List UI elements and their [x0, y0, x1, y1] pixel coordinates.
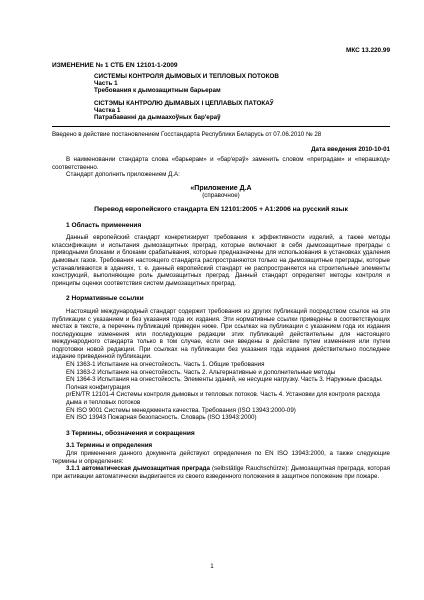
reference-item: EN 1363-2 Испытание на огнестойкость. Часть 2. Альтернативные и дополнительные методы: [66, 368, 336, 376]
translation-title: Перевод европейского стандарта EN 12101:2005 + A1:2006 на русский язык: [94, 205, 348, 213]
title-by-line: Частка 1: [94, 106, 121, 114]
appendix-title: «Приложение Д.А: [190, 184, 252, 192]
standard-titles: [94, 73, 394, 121]
subsection-heading: 3.1 Термины и определения: [66, 442, 153, 450]
definition-text: (selbstätige Rauchschürze): Дымозащитная преграда, которая при активации автоматически выдвигается из своего взведенного положения в защитное положение при пожаре.: [52, 465, 390, 480]
page-number: 1: [210, 563, 214, 570]
divider: [52, 126, 390, 127]
paragraph: Данный европейский стандарт конкретизирует требования к эффективности изделий, а также методы классификации и испытания дымозащитных преград, которые включают в себя дымозащитные преграды с приводными блоками и блоками срабатывания, которые предназначены для использования в установках удаления дымовых газов. Требования настоящего стандарта распространяются только на дымозащитные преграды, которые устанавливаются в зданиях, т. е. данный европейский стандарт не распространяется на строительные элементы конструкций, выполняющие роль дымозащитных преград. Данный стандарт определяет методы контроля и принципы оценки соответствия систем дымозащитных преград.: [52, 234, 390, 287]
title-ru-line: Требования к дымозащитным барьерам: [94, 87, 221, 95]
amendment-title: ИЗМЕНЕНИЕ № 1 СТБ EN 12101-1-2009: [52, 62, 178, 69]
title-by-line: СІСТЭМЫ КАНТРОЛЮ ДЫМАВЫХ І ЦЕПЛАВЫХ ПАТОКАЎ: [94, 99, 274, 107]
section-heading: 3 Термины, обозначения и сокращения: [66, 429, 195, 437]
section-heading: 2 Нормативные ссылки: [66, 295, 144, 303]
mks-code: МКС 13.220.99: [346, 47, 390, 54]
paragraph: Для применения данного документа действуют определения по EN ISO 13943:2000, а также следующие термины и определения:: [52, 450, 390, 465]
reference-item: EN 1364-3 Испытания на огнестойкость. Элементы зданий, не несущие нагрузку. Часть 3. Наружные фасады. Полная конфигурация: [66, 376, 383, 391]
appendix-subtitle: (справочное): [202, 192, 240, 200]
paragraph: Настоящий международный стандарт содержит требования из других публикаций посредством ссылок на эти публикации с указанием и без указания года их издания. Эти нормативные ссылки приведены в соответствующих местах в тексте, а перечень публикаций приведен ниже. При ссылках на публикации с указанием года их издания последующие изменения или последующие редакции этих публикаций действительны для настоящего международного стандарта только в том случае, если они введены в действие путем изменения или путем подготовки новой редакции. При ссылках на публикации без указания года издания действительно последнее издание приведенной публикации.: [52, 307, 390, 361]
definition: [52, 465, 390, 480]
document-body: [52, 156, 390, 480]
title-ru-line: Часть 1: [94, 80, 118, 88]
effective-date: Дата введения 2010-10-01: [311, 146, 390, 153]
reference-list: [52, 361, 390, 422]
reference-item: EN 1363-1 Испытание на огнестойкость. Часть 1. Общие требования: [66, 361, 265, 369]
reference-item: prEN/TR 12101-4 Системы контроля дымовых и тепловых потоков. Часть 4. Установки для контроля расхода дыма и тепловых потоков: [66, 391, 380, 407]
definition-term: 3.1.1 автоматическая дымозащитная преграда: [66, 465, 210, 473]
paragraph: В наименовании стандарта слова «барьерам» и «бар'ераў» заменить словом «преградам» и «перашкод» соответственно.: [52, 156, 390, 171]
paragraph: Стандарт дополнить приложением Д.А:: [66, 171, 180, 179]
section-heading: 1 Область применения: [66, 221, 142, 229]
reference-item: EN ISO 9001 Системы менеджмента качества. Требования (ISO 13943:2000-09): [66, 406, 296, 414]
title-by-line: Патрабаванні да дымаахоўных бар'ераў: [94, 114, 221, 122]
reference-item: EN ISO 13943 Пожарная безопасность. Словарь (ISO 13943:2000): [66, 414, 257, 422]
title-ru-line: СИСТЕМЫ КОНТРОЛЯ ДЫМОВЫХ И ТЕПЛОВЫХ ПОТОКОВ: [94, 73, 279, 80]
intro-decree: Введено в действие постановлением Госстандарта Республики Беларусь от 07.06.2010 № 28: [52, 131, 322, 138]
